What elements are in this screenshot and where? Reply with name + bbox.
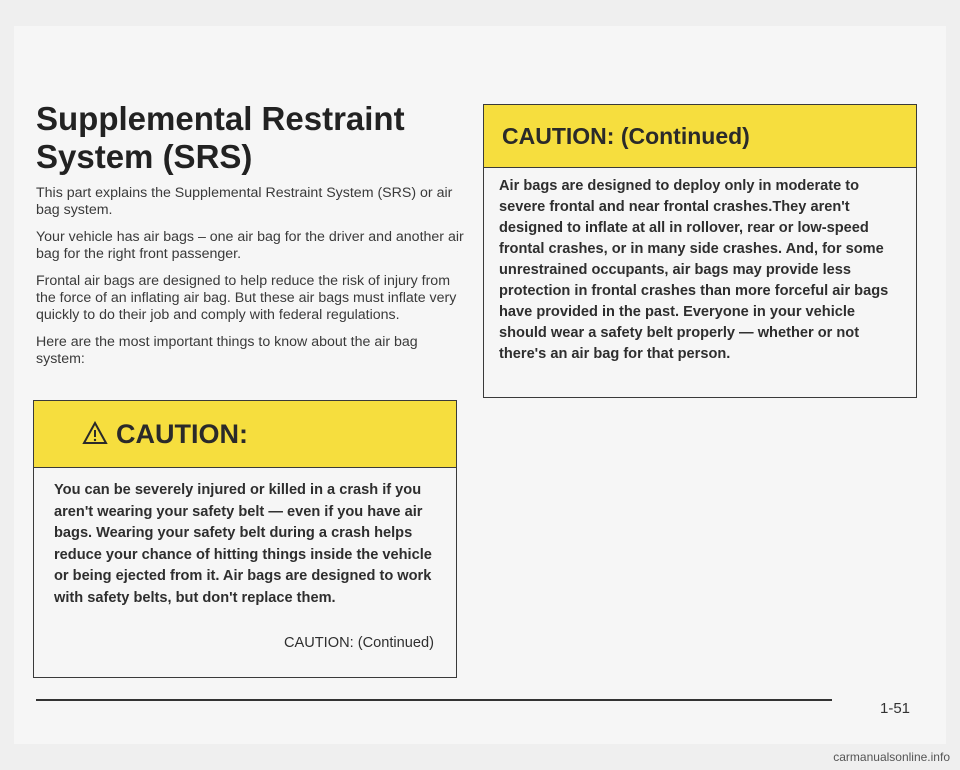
caution-continued: CAUTION: (Continued) bbox=[283, 635, 434, 651]
caution-text: Air bags are designed to deploy only in moderate to severe frontal and near frontal crashes.They aren't designed to inflate at all in rollover, rear or low-speed frontal crashes, or in many side crashes. And, for some unrestrained occupants, air bags may provide less protection in frontal crashes than more forceful air bags have provided in the past. Everyone in your vehicle should wear a safety belt properly — whether or not there's an air bag for that person. bbox=[499, 178, 889, 362]
page-number: 1-51 bbox=[880, 700, 911, 717]
footer-rule bbox=[36, 699, 832, 701]
caution-text: You can be severely injured or killed in a crash if you aren't wearing your safety belt — even if you have air bags. Wearing your safety belt during a crash helps reduce your chance of hitting things inside the vehicle or being ejected from it. Air bags are designed to work with safety belts, but don't replace them. bbox=[54, 482, 432, 606]
paragraph: Your vehicle has air bags – one air bag for the driver and another air bag for the right front passenger. bbox=[36, 229, 464, 262]
watermark: carmanualsonline.info bbox=[833, 750, 950, 764]
caution-title: CAUTION: bbox=[116, 419, 248, 449]
caution-header: CAUTION: (Continued) bbox=[484, 105, 916, 168]
caution-continued-box bbox=[483, 104, 917, 398]
intro-text bbox=[36, 185, 466, 378]
caution-box bbox=[33, 400, 457, 678]
paragraph: Frontal air bags are designed to help reduce the risk of injury from the force of an inflating air bag. But these air bags must inflate very quickly to do their job and comply with federal regulations. bbox=[36, 273, 457, 323]
caution-header bbox=[34, 401, 456, 468]
paragraph: Here are the most important things to know about the air bag system: bbox=[36, 334, 418, 367]
page-title: Supplemental Restraint System (SRS) bbox=[36, 100, 405, 175]
paragraph: This part explains the Supplemental Restraint System (SRS) or air bag system. bbox=[36, 185, 453, 218]
warning-triangle-icon bbox=[82, 403, 108, 469]
